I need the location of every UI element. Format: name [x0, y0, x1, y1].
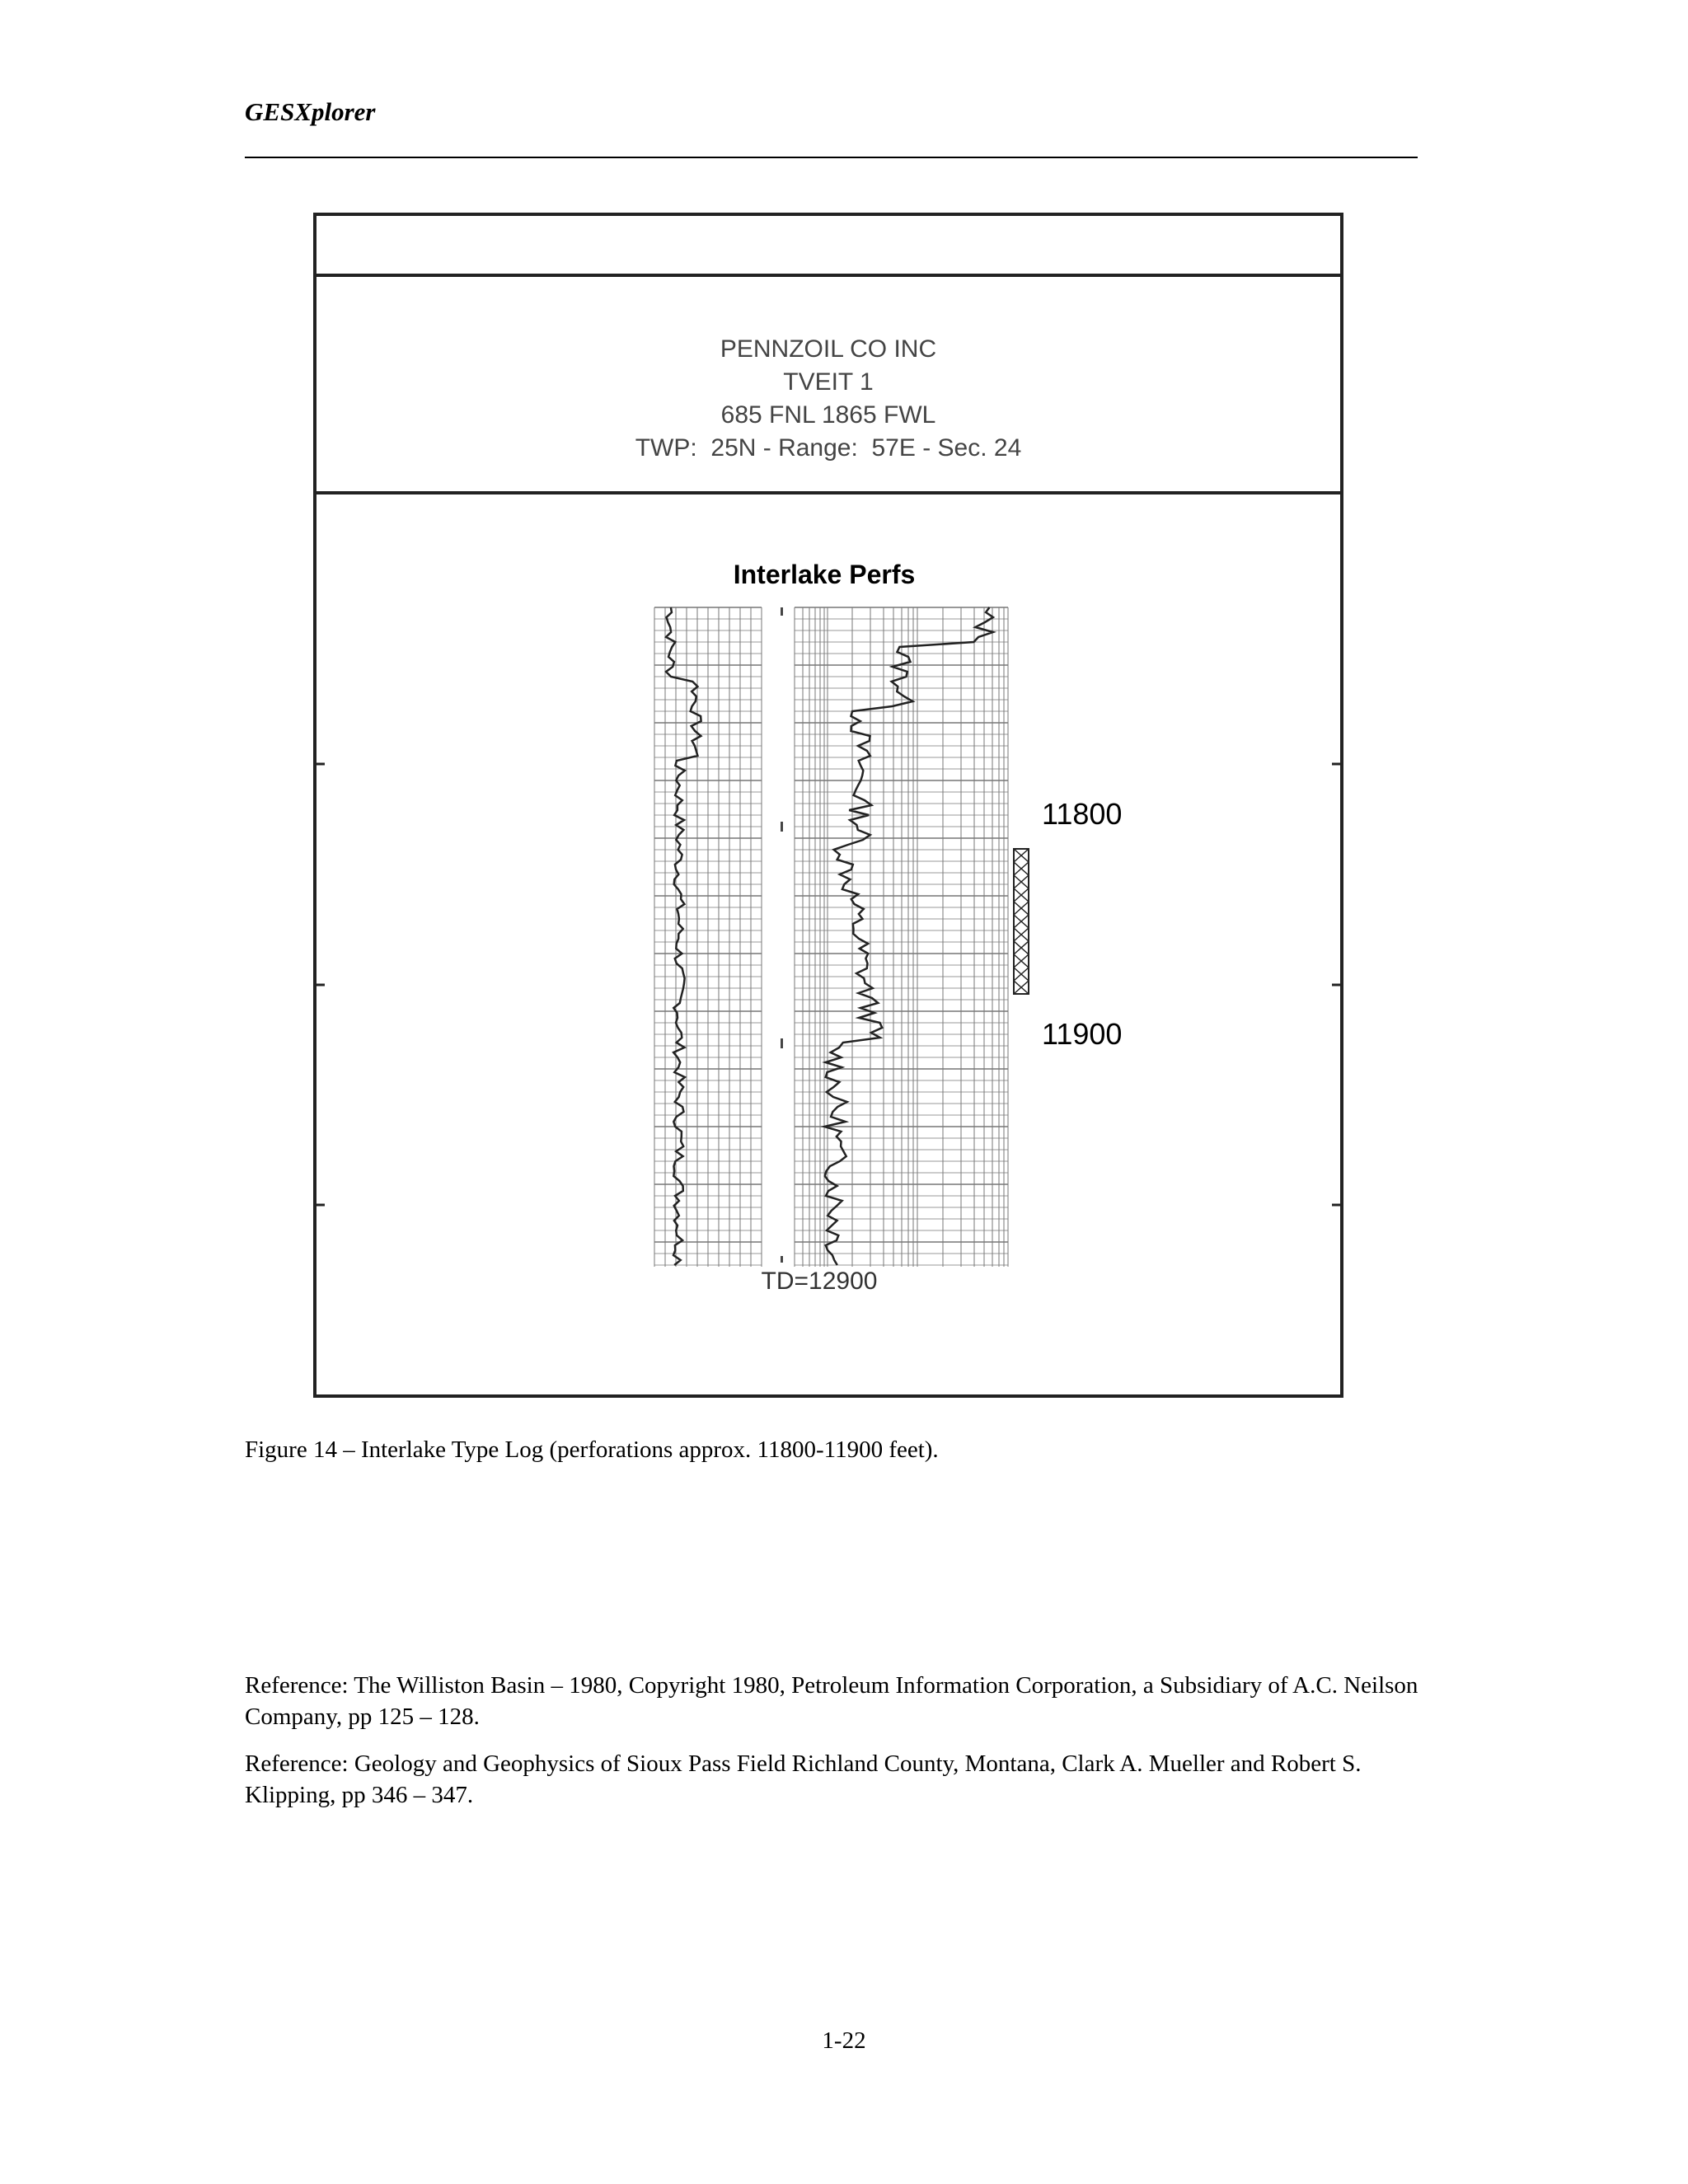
left-track-grid: [654, 607, 762, 1267]
reference-2: Reference: Geology and Geophysics of Sioux Pass Field Richland County, Montana, Clark A. Mueller and Robert S. Klipping, pp 346 – 347.: [245, 1750, 1362, 1808]
total-depth-label: TD=12900: [761, 1268, 878, 1295]
depth-track: [781, 607, 783, 1263]
well-name: TVEIT 1: [783, 368, 874, 396]
page-number: 1-22: [822, 2027, 866, 2054]
depth-label-11900: 11900: [1042, 1017, 1123, 1051]
gamma-ray-curve: [666, 607, 701, 1265]
well-footage: 685 FNL 1865 FWL: [720, 401, 936, 429]
header-divider: [245, 157, 1418, 158]
figure-caption: Figure 14 – Interlake Type Log (perforations approx. 11800-11900 feet).: [245, 1436, 939, 1463]
right-track-grid: [795, 607, 1008, 1267]
well-location: TWP: 25N - Range: 57E - Sec. 24: [635, 434, 1022, 462]
perforation-interval-marker: [1014, 849, 1029, 994]
reference-1: Reference: The Williston Basin – 1980, Copyright 1980, Petroleum Information Corporation, a Subsidiary of A.C. Neilson Company, pp 125 – 128.: [245, 1672, 1418, 1730]
well-log-graphic: [316, 216, 1340, 1394]
side-ticks: [316, 764, 1340, 1205]
document-header-title: GESXplorer: [245, 97, 376, 126]
depth-label-11800: 11800: [1042, 797, 1123, 831]
type-log-figure: [313, 213, 1343, 1398]
log-title: Interlake Perfs: [733, 560, 916, 589]
porosity-curve: [824, 607, 993, 1265]
operator-name: PENNZOIL CO INC: [720, 335, 937, 363]
